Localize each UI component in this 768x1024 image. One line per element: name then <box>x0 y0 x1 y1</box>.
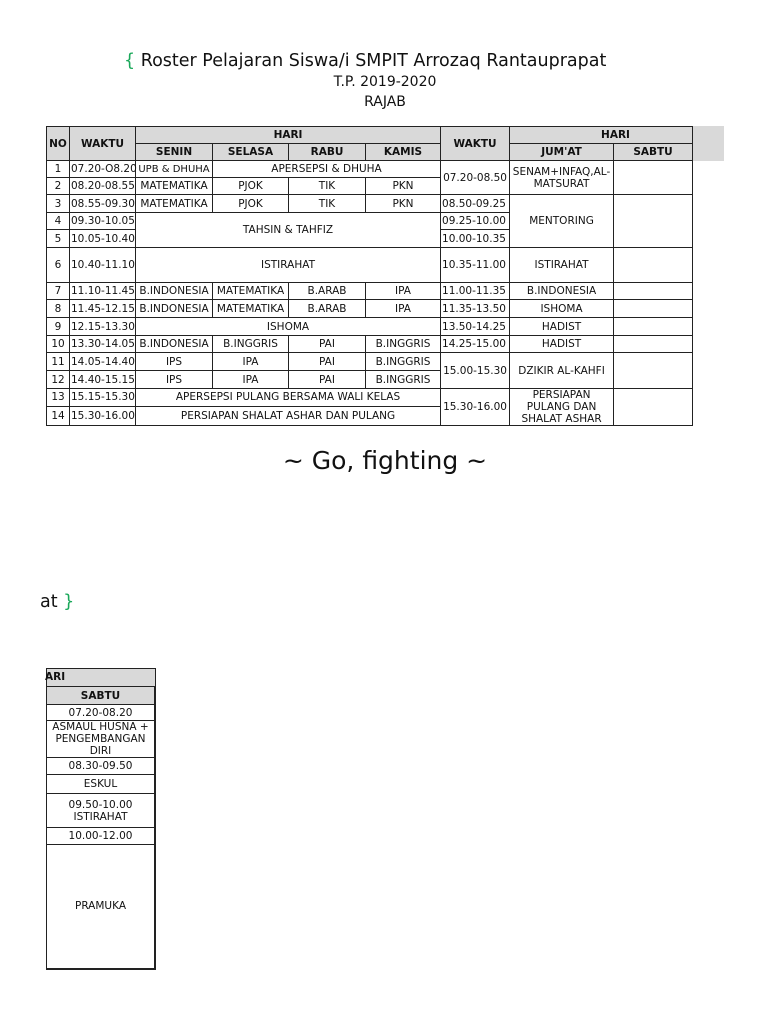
jumat-time: 14.25-15.00 <box>441 336 510 353</box>
row-no: 3 <box>47 195 70 213</box>
saturday-table-clip <box>46 668 156 971</box>
row-no: 1 <box>47 161 70 178</box>
cell-senin: B.INDONESIA <box>136 336 213 353</box>
row-time: 08.55-09.30 <box>70 195 136 213</box>
cell-senin: B.INDONESIA <box>136 300 213 318</box>
cell-merged: ISTIRAHAT <box>136 248 441 283</box>
cell-senin: IPS <box>136 353 213 371</box>
jumat-activity: SENAM+INFAQ,AL-MATSURAT <box>510 161 614 195</box>
row-no: 5 <box>47 230 70 248</box>
row-time: 14.05-14.40 <box>70 353 136 371</box>
roster-table-clip <box>46 126 673 429</box>
col-hari-right: HARI <box>510 127 693 144</box>
col-waktu: WAKTU <box>70 127 136 161</box>
page-title <box>124 51 614 71</box>
jumat-time: 09.25-10.00 <box>441 213 510 230</box>
day-selasa: SELASA <box>213 144 289 161</box>
row-no: 12 <box>47 371 70 389</box>
cell-rabu: PAI <box>289 353 366 371</box>
cell-selasa: IPA <box>213 371 289 389</box>
school-year: T.P. 2019-2020 <box>333 74 437 90</box>
cell-kamis: PKN <box>366 195 441 213</box>
col-waktu-jumat: WAKTU <box>441 127 510 161</box>
cell-merged: PERSIAPAN SHALAT ASHAR DAN PULANG <box>136 406 441 425</box>
jumat-activity: HADIST <box>510 336 614 353</box>
jumat-time: 11.00-11.35 <box>441 283 510 300</box>
day-sabtu: SABTU <box>47 687 156 705</box>
day-kamis: KAMIS <box>366 144 441 161</box>
row-time: 15.30-16.00 <box>70 406 136 425</box>
row-no: 7 <box>47 283 70 300</box>
jumat-activity: MENTORING <box>510 195 614 248</box>
row-time: 08.20-08.55 <box>70 178 136 195</box>
sabtu-row: 09.50-10.00 ISTIRAHAT <box>47 794 156 828</box>
sabtu-cell <box>614 195 693 248</box>
cell-rabu: PAI <box>289 336 366 353</box>
roster-table <box>46 126 693 426</box>
jumat-time: 15.30-16.00 <box>441 389 510 426</box>
row-no: 4 <box>47 213 70 230</box>
sabtu-row: ESKUL <box>47 775 156 794</box>
jumat-time: 07.20-08.50 <box>441 161 510 195</box>
jumat-activity: ISHOMA <box>510 300 614 318</box>
sabtu-row: ASMAUL HUSNA + PENGEMBANGAN DIRI <box>47 721 156 758</box>
jumat-activity: ISTIRAHAT <box>510 248 614 283</box>
sabtu-row: 07.20-08.20 <box>47 705 156 721</box>
cell-selasa: PJOK <box>213 195 289 213</box>
sabtu-cell <box>614 353 693 389</box>
row-no: 10 <box>47 336 70 353</box>
sabtu-cell <box>614 336 693 353</box>
sabtu-row: PRAMUKA <box>47 845 156 969</box>
cell-senin: MATEMATIKA <box>136 195 213 213</box>
row-no: 14 <box>47 406 70 425</box>
cell-rabu: B.ARAB <box>289 283 366 300</box>
cell-kamis: B.INGGRIS <box>366 353 441 371</box>
sabtu-cell <box>614 283 693 300</box>
sabtu-cell <box>614 161 693 195</box>
title-text: Roster Pelajaran Siswa/i SMPIT Arrozaq Rantauprapat <box>140 51 607 71</box>
row-no: 11 <box>47 353 70 371</box>
row-time: 13.30-14.05 <box>70 336 136 353</box>
row-no: 13 <box>47 389 70 407</box>
cell-senin: MATEMATIKA <box>136 178 213 195</box>
cell-merged: TAHSIN & TAHFIZ <box>136 213 441 248</box>
jumat-activity: B.INDONESIA <box>510 283 614 300</box>
day-rabu: RABU <box>289 144 366 161</box>
cell-merged: ISHOMA <box>136 318 441 336</box>
sabtu-cell <box>614 248 693 283</box>
day-jumat: JUM'AT <box>510 144 614 161</box>
saturday-table <box>46 686 156 970</box>
sabtu-cell <box>614 300 693 318</box>
row-no: 8 <box>47 300 70 318</box>
title-tail: at } <box>40 592 75 612</box>
col-no: NO <box>47 127 70 161</box>
row-time: 15.15-15.30 <box>70 389 136 407</box>
row-time: 11.45-12.15 <box>70 300 136 318</box>
cell-kamis: IPA <box>366 283 441 300</box>
sabtu-cell <box>614 318 693 336</box>
cell-selasa: PJOK <box>213 178 289 195</box>
jumat-time: 13.50-14.25 <box>441 318 510 336</box>
day-senin: SENIN <box>136 144 213 161</box>
jumat-time: 15.00-15.30 <box>441 353 510 389</box>
row-time: 12.15-13.30 <box>70 318 136 336</box>
jumat-time: 08.50-09.25 <box>441 195 510 213</box>
cell-selasa: B.INGGRIS <box>213 336 289 353</box>
jumat-activity: PERSIAPAN PULANG DAN SHALAT ASHAR <box>510 389 614 426</box>
row-time: 07.20-O8.20 <box>70 161 136 178</box>
cell-rabu: PAI <box>289 371 366 389</box>
jumat-activity: HADIST <box>510 318 614 336</box>
cell-merged: APERSEPSI PULANG BERSAMA WALI KELAS <box>136 389 441 407</box>
cell-senin: B.INDONESIA <box>136 283 213 300</box>
day-sabtu: SABTU <box>614 144 693 161</box>
cell-merged: APERSEPSI & DHUHA <box>213 161 441 178</box>
cell-selasa: MATEMATIKA <box>213 300 289 318</box>
cell-senin: IPS <box>136 371 213 389</box>
sabtu-row: 08.30-09.50 <box>47 758 156 775</box>
jumat-time: 10.00-10.35 <box>441 230 510 248</box>
row-time: 14.40-15.15 <box>70 371 136 389</box>
cell-senin: UPB & DHUHA <box>136 161 213 178</box>
sabtu-cell <box>614 389 693 426</box>
cell-selasa: IPA <box>213 353 289 371</box>
cell-kamis: IPA <box>366 300 441 318</box>
jumat-time: 10.35-11.00 <box>441 248 510 283</box>
col-hari: HARI <box>136 127 441 144</box>
sabtu-hari-header: ARI <box>46 668 156 687</box>
row-time: 10.05-10.40 <box>70 230 136 248</box>
row-time: 09.30-10.05 <box>70 213 136 230</box>
motto: ~ Go, fighting ~ <box>282 446 488 475</box>
brace-close: } <box>63 592 75 612</box>
cell-kamis: PKN <box>366 178 441 195</box>
row-no: 2 <box>47 178 70 195</box>
row-time: 11.10-11.45 <box>70 283 136 300</box>
sabtu-row: 10.00-12.00 <box>47 828 156 845</box>
row-no: 6 <box>47 248 70 283</box>
cell-selasa: MATEMATIKA <box>213 283 289 300</box>
cell-kamis: B.INGGRIS <box>366 371 441 389</box>
jumat-activity: DZIKIR AL-KAHFI <box>510 353 614 389</box>
cell-rabu: TIK <box>289 195 366 213</box>
month-label: RAJAB <box>364 94 406 110</box>
cell-kamis: B.INGGRIS <box>366 336 441 353</box>
jumat-time: 11.35-13.50 <box>441 300 510 318</box>
cell-rabu: TIK <box>289 178 366 195</box>
row-no: 9 <box>47 318 70 336</box>
row-time: 10.40-11.10 <box>70 248 136 283</box>
cell-rabu: B.ARAB <box>289 300 366 318</box>
brace-open: { <box>124 51 136 71</box>
